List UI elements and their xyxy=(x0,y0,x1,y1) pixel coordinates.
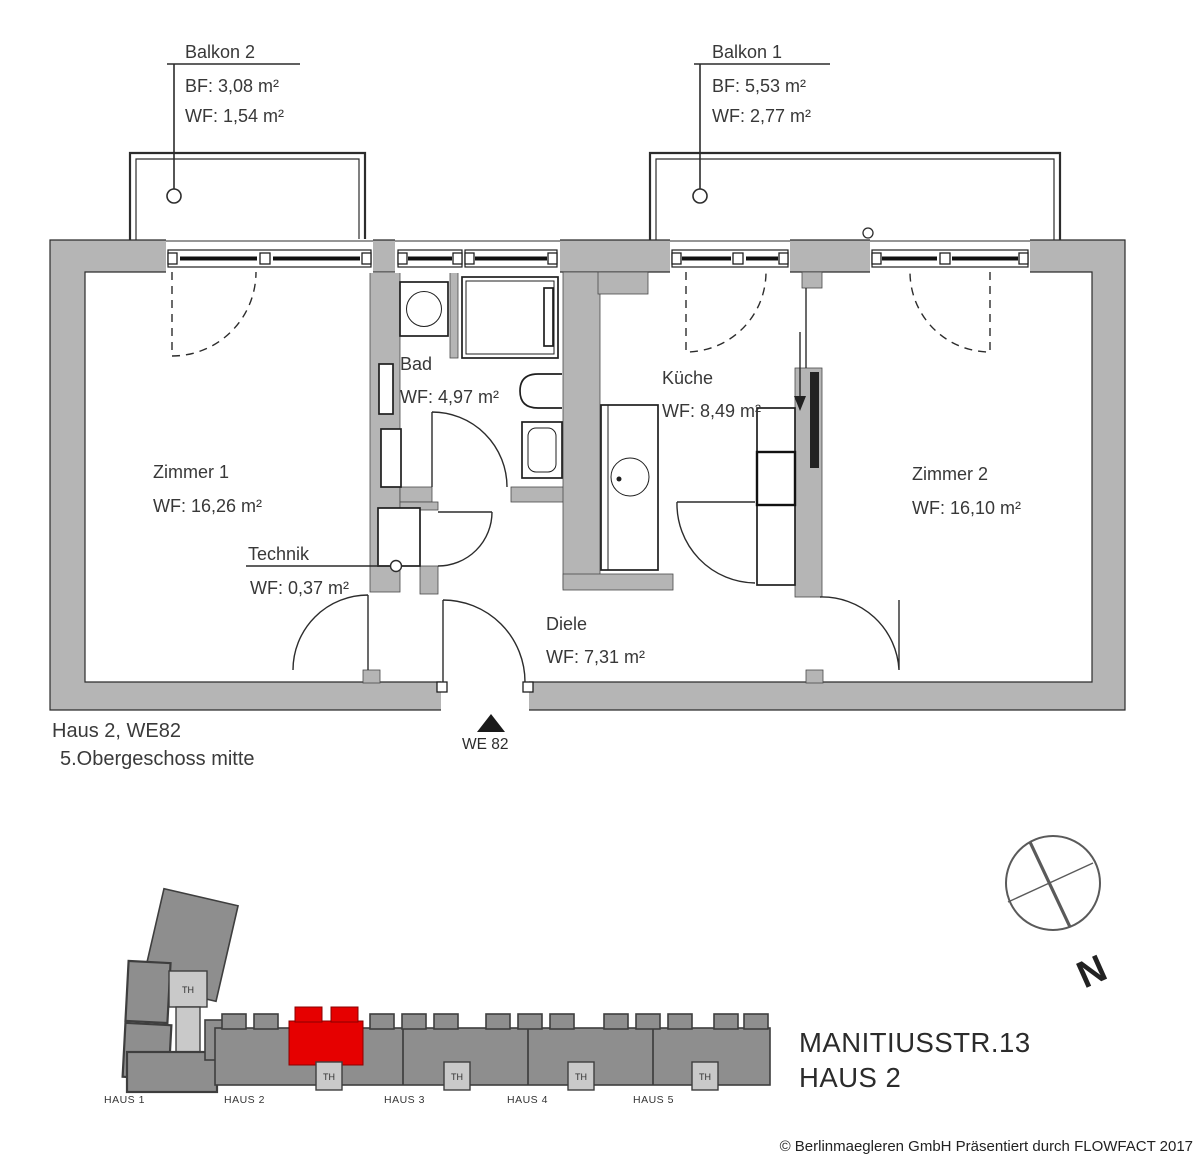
stairwell-label: TH xyxy=(182,985,194,995)
room-diele-area: WF: 7,31 m² xyxy=(546,647,646,667)
room-kueche-area: WF: 8,49 m² xyxy=(662,401,762,421)
room-bad-name: Bad xyxy=(400,354,433,374)
entrance-marker xyxy=(462,714,509,753)
room-zimmer2-area: WF: 16,10 m² xyxy=(912,498,1022,518)
radiator-icon xyxy=(381,429,401,487)
door-entrance xyxy=(443,600,525,682)
washing-machine-icon xyxy=(400,282,448,336)
address-street: MANITIUSSTR.13 xyxy=(799,1027,1031,1058)
caption-line2: 5.Obergeschoss mitte xyxy=(60,748,255,770)
room-bad-area: WF: 4,97 m² xyxy=(400,387,500,407)
balcony-drain-icon xyxy=(863,228,873,238)
kitchen-counter xyxy=(601,405,658,570)
compass-icon xyxy=(1006,836,1100,930)
entrance-opening xyxy=(437,680,533,712)
technik-closet xyxy=(378,508,420,566)
washbasin-icon xyxy=(520,374,562,408)
balcony-1 xyxy=(650,42,1060,243)
balcony-door-kueche xyxy=(686,272,766,352)
plan-caption xyxy=(52,720,255,770)
room-zimmer1-area: WF: 16,26 m² xyxy=(153,496,263,516)
site-building-labels xyxy=(104,1094,674,1106)
address-block xyxy=(799,1027,1031,1093)
site-corridor xyxy=(176,1007,200,1057)
caption-line1: Haus 2, WE82 xyxy=(52,720,181,742)
door-zimmer1 xyxy=(293,595,368,670)
label-haus4: HAUS 4 xyxy=(507,1094,548,1106)
window-bad-left xyxy=(395,239,560,273)
site-haus1-block xyxy=(125,961,170,1023)
door-bad xyxy=(432,412,507,487)
bathroom-fixtures xyxy=(379,277,562,487)
stairwell-label: TH xyxy=(575,1072,587,1082)
north-label: N xyxy=(1070,947,1114,997)
room-zimmer2-name: Zimmer 2 xyxy=(912,464,988,484)
room-technik-name: Technik xyxy=(248,544,310,564)
radiator-icon xyxy=(379,364,393,414)
window-zimmer1 xyxy=(166,239,373,273)
door-technik xyxy=(438,512,492,566)
balcony1-name: Balkon 1 xyxy=(712,42,783,62)
copyright-line: © Berlinmaegleren GmbH Präsentiert durch FLOWFACT 2017 xyxy=(779,1138,1193,1155)
label-haus1: HAUS 1 xyxy=(104,1094,145,1106)
balcony1-bf: BF: 5,53 m² xyxy=(712,76,807,96)
door-zimmer2 xyxy=(820,597,899,670)
room-zimmer1-name: Zimmer 1 xyxy=(153,462,229,482)
room-kueche-name: Küche xyxy=(662,368,714,388)
door-kueche xyxy=(677,502,755,583)
label-haus3: HAUS 3 xyxy=(384,1094,425,1106)
stairwell-label: TH xyxy=(323,1072,335,1082)
balcony2-wf: WF: 1,54 m² xyxy=(185,106,285,126)
leader-dot-icon xyxy=(167,189,181,203)
address-house: HAUS 2 xyxy=(799,1062,902,1093)
balcony-door-zimmer2 xyxy=(910,272,990,352)
leader-dot-icon xyxy=(391,561,402,572)
entrance-label: WE 82 xyxy=(462,736,509,753)
stairwell-label: TH xyxy=(699,1072,711,1082)
leader-dot-icon xyxy=(693,189,707,203)
room-diele-name: Diele xyxy=(546,614,588,634)
highlighted-unit xyxy=(289,1007,363,1065)
balcony-door-zimmer1 xyxy=(172,272,256,356)
balcony1-wf: WF: 2,77 m² xyxy=(712,106,812,126)
balcony-2 xyxy=(130,42,365,243)
label-haus5: HAUS 5 xyxy=(633,1094,674,1106)
entrance-triangle-icon xyxy=(477,714,505,732)
label-haus2: HAUS 2 xyxy=(224,1094,265,1106)
site-plan xyxy=(104,889,770,1106)
site-haus1-block xyxy=(127,1052,217,1092)
stairwell-label: TH xyxy=(451,1072,463,1082)
room-technik-area: WF: 0,37 m² xyxy=(250,578,350,598)
balcony2-bf: BF: 3,08 m² xyxy=(185,76,280,96)
balcony2-name: Balkon 2 xyxy=(185,42,256,62)
window-kueche xyxy=(670,239,790,273)
window-zimmer2 xyxy=(870,239,1030,273)
